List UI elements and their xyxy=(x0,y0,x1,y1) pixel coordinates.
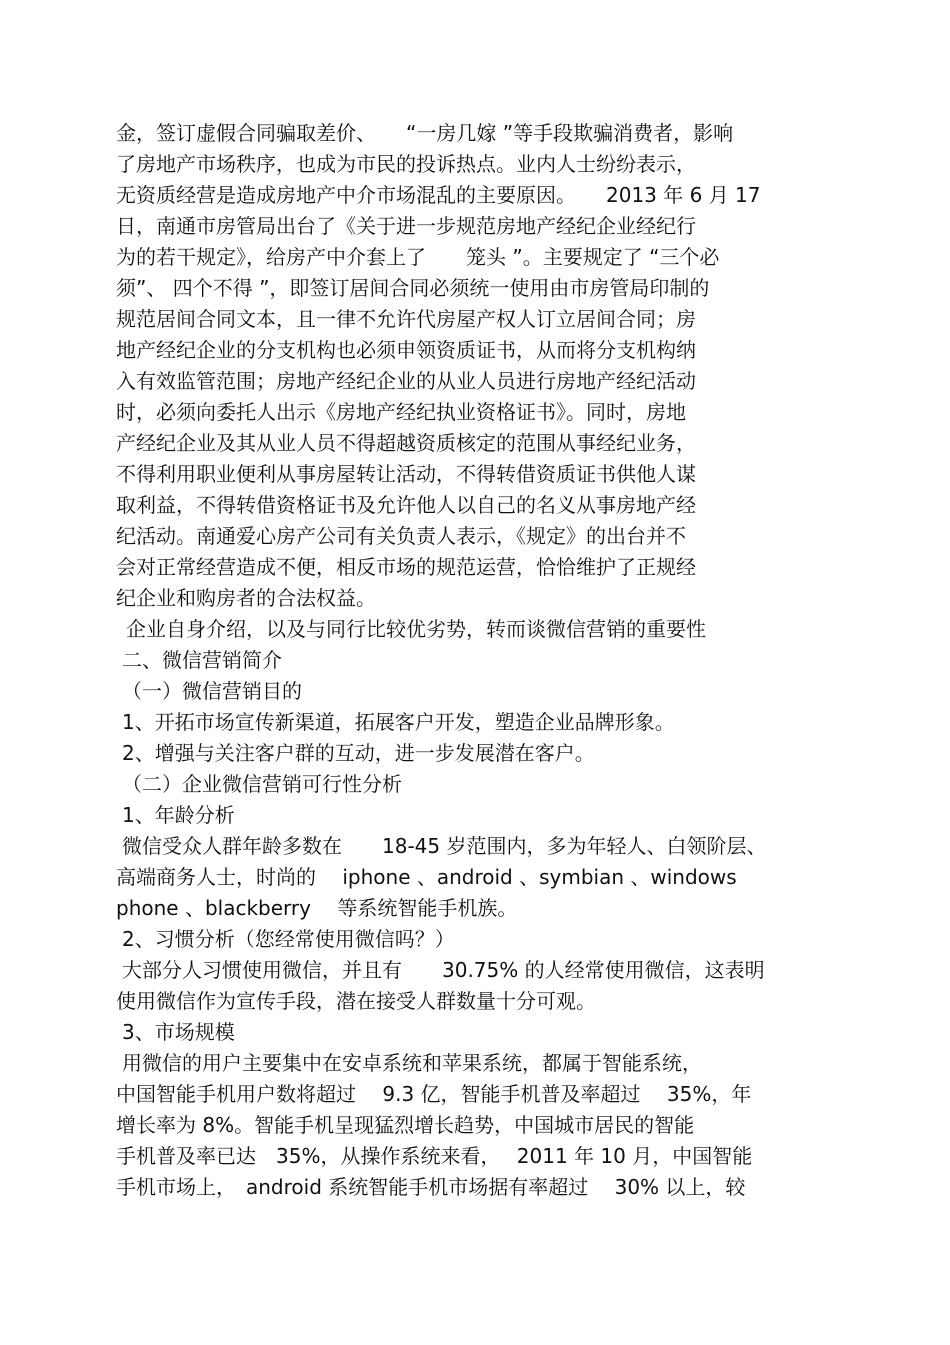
section-heading: 二、微信营销简介 xyxy=(122,648,282,672)
text-line: 金，签订虚假合同骗取差价、 “一房几嫁 ”等手段欺骗消费者，影响 xyxy=(116,121,734,145)
subsection-heading: （一）微信营销目的 xyxy=(122,679,302,703)
text-line: 地产经纪企业的分支机构也必须申领资质证书，从而将分支机构纳 xyxy=(116,338,696,362)
text-line: 日，南通市房管局出台了《关于进一步规范房地产经纪企业经纪行 xyxy=(116,214,696,238)
item-heading: 1、年龄分析 xyxy=(122,803,235,827)
list-item: 1、开拓市场宣传新渠道，拓展客户开发，塑造企业品牌形象。 xyxy=(122,710,675,734)
text-line: 手机市场上， android 系统智能手机市场据有率超过 30% 以上，较 xyxy=(116,1175,746,1199)
text-line: 为的若干规定》，给房产中介套上了 笼头 ”。主要规定了 “三个必 xyxy=(116,245,720,269)
item-heading: 3、市场规模 xyxy=(122,1020,235,1044)
text-line: 产经纪企业及其从业人员不得超越资质核定的范围从事经纪业务， xyxy=(116,431,696,455)
text-line: 使用微信作为宣传手段，潜在接受人群数量十分可观。 xyxy=(116,989,596,1013)
text-line: 入有效监管范围；房地产经纪企业的从业人员进行房地产经纪活动 xyxy=(116,369,696,393)
text-line: 微信受众人群年龄多数在 18-45 岁范围内，多为年轻人、白领阶层、 xyxy=(122,834,767,858)
text-line: 大部分人习惯使用微信，并且有 30.75% 的人经常使用微信，这表明 xyxy=(122,958,765,982)
text-line: 高端商务人士，时尚的 iphone 、android 、symbian 、windows xyxy=(116,865,737,889)
text-line: 时，必须向委托人出示《房地产经纪执业资格证书》。同时，房地 xyxy=(116,400,686,424)
text-line: 无资质经营是造成房地产中介市场混乱的主要原因。 2013 年 6 月 17 xyxy=(116,183,761,207)
document-body xyxy=(116,118,836,1203)
text-line: 取利益，不得转借资格证书及允许他人以自己的名义从事房地产经 xyxy=(116,493,696,517)
text-line: 手机普及率已达 35%，从操作系统来看， 2011 年 10 月，中国智能 xyxy=(116,1144,753,1168)
text-line: phone 、blackberry 等系统智能手机族。 xyxy=(116,896,518,920)
text-line: 增长率为 8%。智能手机呈现猛烈增长趋势，中国城市居民的智能 xyxy=(116,1113,695,1137)
item-heading: 2、习惯分析（您经常使用微信吗？） xyxy=(122,927,455,951)
text-line: 纪活动。南通爱心房产公司有关负责人表示，《规定》的出台并不 xyxy=(116,524,686,548)
text-line: 了房地产市场秩序，也成为市民的投诉热点。业内人士纷纷表示， xyxy=(116,152,696,176)
text-line: 规范居间合同文本，且一律不允许代房屋产权人订立居间合同；房 xyxy=(116,307,696,331)
subsection-heading: （二）企业微信营销可行性分析 xyxy=(122,772,402,796)
text-line: 须”、 四个不得 ”，即签订居间合同必须统一使用由市房管局印制的 xyxy=(116,276,710,300)
text-line: 中国智能手机用户数将超过 9.3 亿，智能手机普及率超过 35%，年 xyxy=(116,1082,752,1106)
text-line: 用微信的用户主要集中在安卓系统和苹果系统，都属于智能系统， xyxy=(122,1051,702,1075)
text-line: 会对正常经营造成不便，相反市场的规范运营，恰恰维护了正规经 xyxy=(116,555,696,579)
text-line: 纪企业和购房者的合法权益。 xyxy=(116,586,376,610)
text-line: 不得利用职业便利从事房屋转让活动，不得转借资质证书供他人谋 xyxy=(116,462,696,486)
text-line: 企业自身介绍，以及与同行比较优劣势，转而谈微信营销的重要性 xyxy=(126,617,706,641)
list-item: 2、增强与关注客户群的互动，进一步发展潜在客户。 xyxy=(122,741,595,765)
